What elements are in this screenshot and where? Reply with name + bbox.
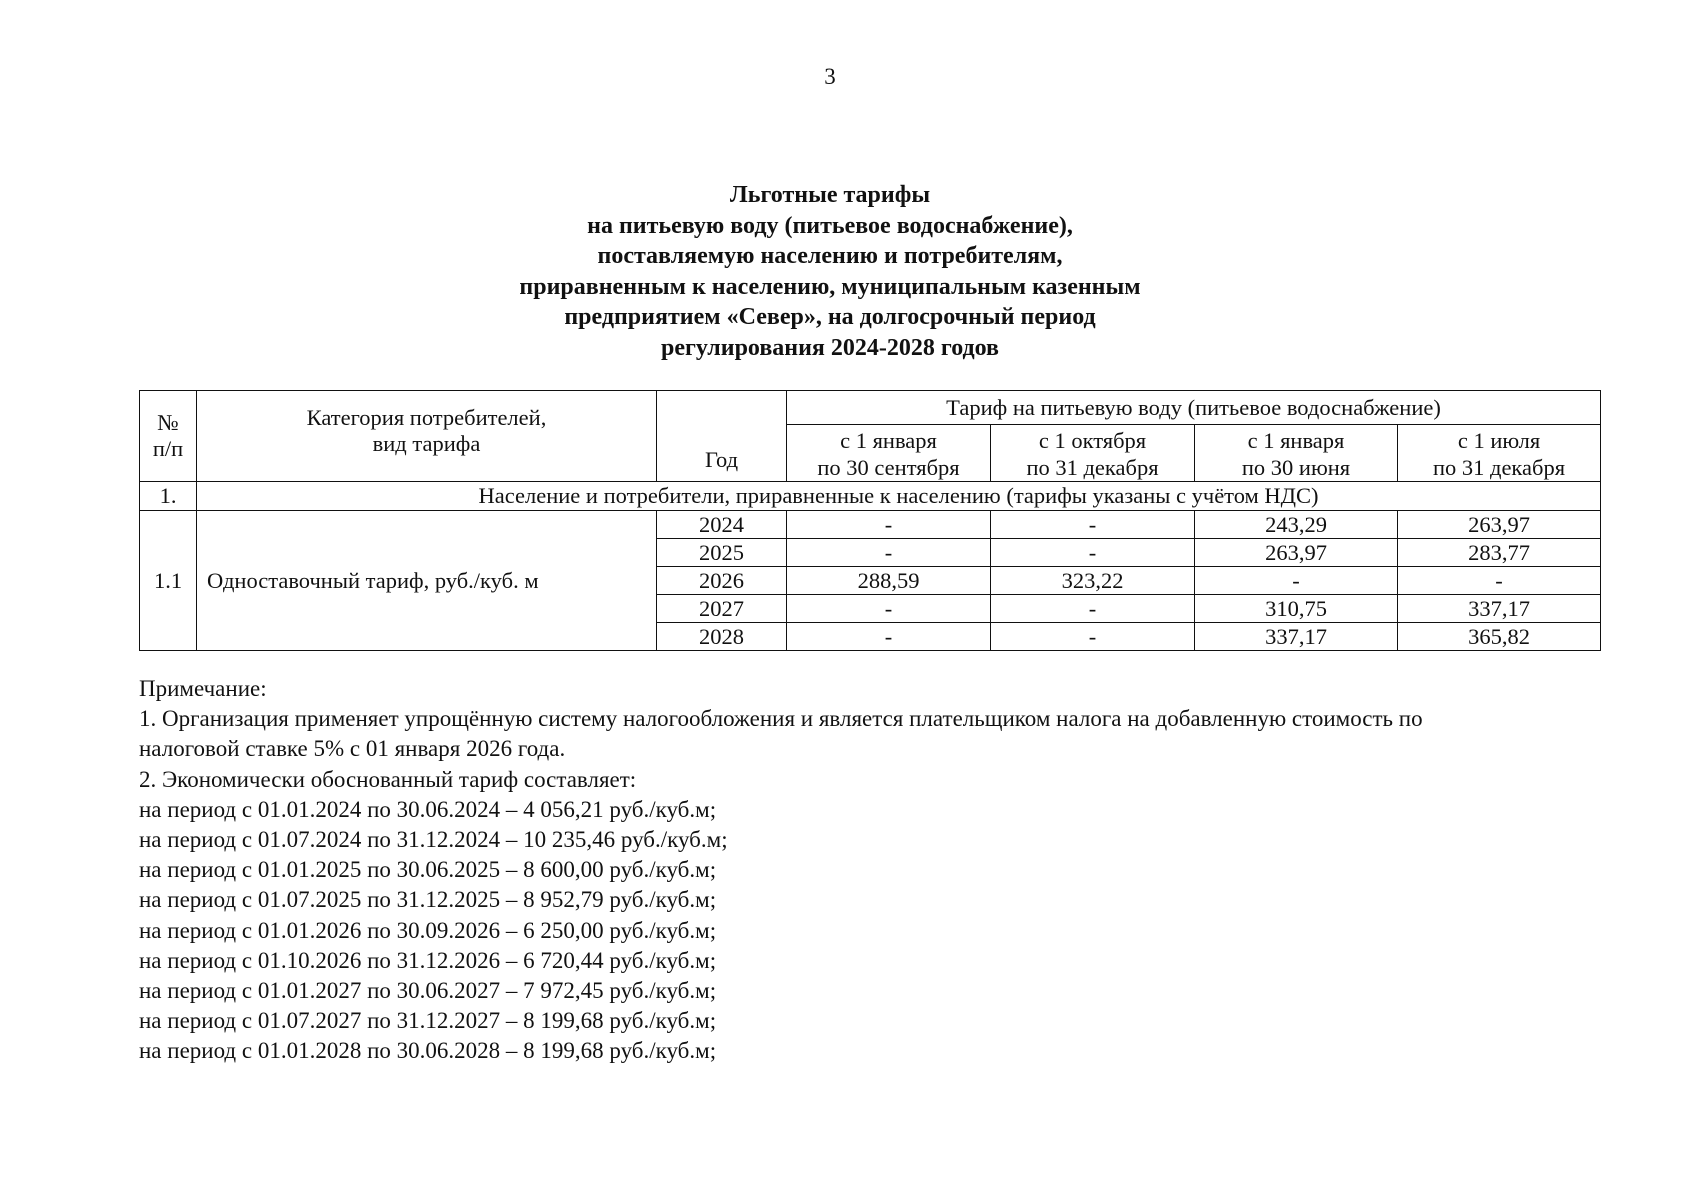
tariff-period-line: на период с 01.07.2027 по 31.12.2027 – 8 199,68 руб./куб.м;	[139, 1008, 717, 1034]
table-cell: 288,59	[787, 567, 991, 595]
table-cell: 323,22	[991, 567, 1195, 595]
header-number-line: п/п	[152, 436, 184, 461]
row-year: 2027	[657, 595, 787, 623]
title-line: Льготные тарифы	[729, 182, 931, 208]
table-cell: -	[787, 539, 991, 567]
period-line: по 31 декабря	[1026, 455, 1159, 480]
title-line: приравненным к населению, муниципальным казенным	[519, 273, 1141, 300]
header-period	[991, 425, 1195, 482]
table-cell: 365,82	[1398, 623, 1601, 651]
period-line: по 30 июня	[1241, 455, 1351, 480]
table-cell: -	[991, 623, 1195, 651]
header-tariff-group: Тариф на питьевую воду (питьевое водоснабжение)	[787, 391, 1601, 425]
notes-heading: Примечание:	[139, 676, 267, 701]
title-line: регулирования 2024-2028 годов	[660, 334, 1000, 361]
period-line: по 31 декабря	[1432, 455, 1566, 480]
table-cell: -	[991, 539, 1195, 567]
group-label: Одноставочный тариф, руб./куб. м	[197, 511, 657, 651]
table-row	[140, 511, 1601, 539]
header-category-line: Категория потребителей,	[306, 405, 547, 430]
header-number	[140, 391, 197, 482]
row-year: 2024	[657, 511, 787, 539]
tariff-table	[139, 390, 1601, 651]
title-line: предприятием «Север», на долгосрочный период	[564, 304, 1096, 330]
table-header-row	[140, 391, 1601, 425]
table-cell: -	[787, 595, 991, 623]
table-cell: 337,17	[1398, 595, 1601, 623]
tariff-period-line: на период с 01.01.2024 по 30.06.2024 – 4 056,21 руб./куб.м;	[139, 796, 717, 822]
tariff-period-line: на период с 01.07.2025 по 31.12.2025 – 8 952,79 руб./куб.м;	[139, 887, 717, 913]
title-line: поставляемую населению и потребителям,	[597, 243, 1063, 269]
notes-section	[139, 674, 1614, 1067]
table-cell: 263,97	[1195, 539, 1398, 567]
header-category	[197, 391, 657, 482]
note-item-2: 2. Экономически обоснованный тариф составляет:	[139, 766, 637, 792]
section-label: Население и потребители, приравненные к населению (тарифы указаны с учётом НДС)	[197, 482, 1601, 511]
table-cell: 310,75	[1195, 595, 1398, 623]
period-line: с 1 января	[1247, 428, 1345, 453]
note-item-1-continued: налоговой ставке 5% с 01 января 2026 года.	[139, 736, 566, 762]
section-row	[140, 482, 1601, 511]
table-cell: -	[991, 595, 1195, 623]
header-year: Год	[657, 391, 787, 482]
note-item-1: 1. Организация применяет упрощённую систему налогообложения и является плательщиком налога на добавленную стоимость по	[139, 706, 1423, 732]
document-title	[0, 180, 1660, 363]
row-year: 2026	[657, 567, 787, 595]
header-period	[787, 425, 991, 482]
tariff-period-line: на период с 01.07.2024 по 31.12.2024 – 10 235,46 руб./куб.м;	[139, 827, 728, 853]
table-cell: -	[787, 511, 991, 539]
group-number: 1.1	[140, 511, 197, 651]
section-number: 1.	[140, 482, 197, 511]
tariff-period-line: на период с 01.01.2025 по 30.06.2025 – 8 600,00 руб./куб.м;	[139, 857, 717, 883]
period-line: по 30 сентября	[817, 455, 960, 480]
period-line: с 1 января	[840, 428, 937, 453]
tariff-period-line: на период с 01.01.2028 по 30.06.2028 – 8 199,68 руб./куб.м;	[139, 1038, 717, 1064]
page-number: 3	[824, 64, 836, 89]
table-cell: 337,17	[1195, 623, 1398, 651]
table-cell: 243,29	[1195, 511, 1398, 539]
tariff-period-line: на период с 01.01.2026 по 30.09.2026 – 6 250,00 руб./куб.м;	[139, 917, 717, 943]
table-cell: 283,77	[1398, 539, 1601, 567]
row-year: 2028	[657, 623, 787, 651]
header-period	[1398, 425, 1601, 482]
table-cell: -	[1195, 567, 1398, 595]
header-category-line: вид тарифа	[372, 431, 481, 456]
header-number-line: №	[157, 410, 179, 435]
tariff-period-line: на период с 01.10.2026 по 31.12.2026 – 6 720,44 руб./куб.м;	[139, 947, 717, 973]
row-year: 2025	[657, 539, 787, 567]
period-line: с 1 июля	[1457, 428, 1541, 453]
period-line: с 1 октября	[1038, 428, 1147, 453]
table-cell: -	[1398, 567, 1601, 595]
title-line: на питьевую воду (питьевое водоснабжение),	[587, 212, 1073, 239]
header-period	[1195, 425, 1398, 482]
table-cell: -	[787, 623, 991, 651]
tariff-period-line: на период с 01.01.2027 по 30.06.2027 – 7 972,45 руб./куб.м;	[139, 978, 717, 1004]
table-cell: -	[991, 511, 1195, 539]
table-cell: 263,97	[1398, 511, 1601, 539]
